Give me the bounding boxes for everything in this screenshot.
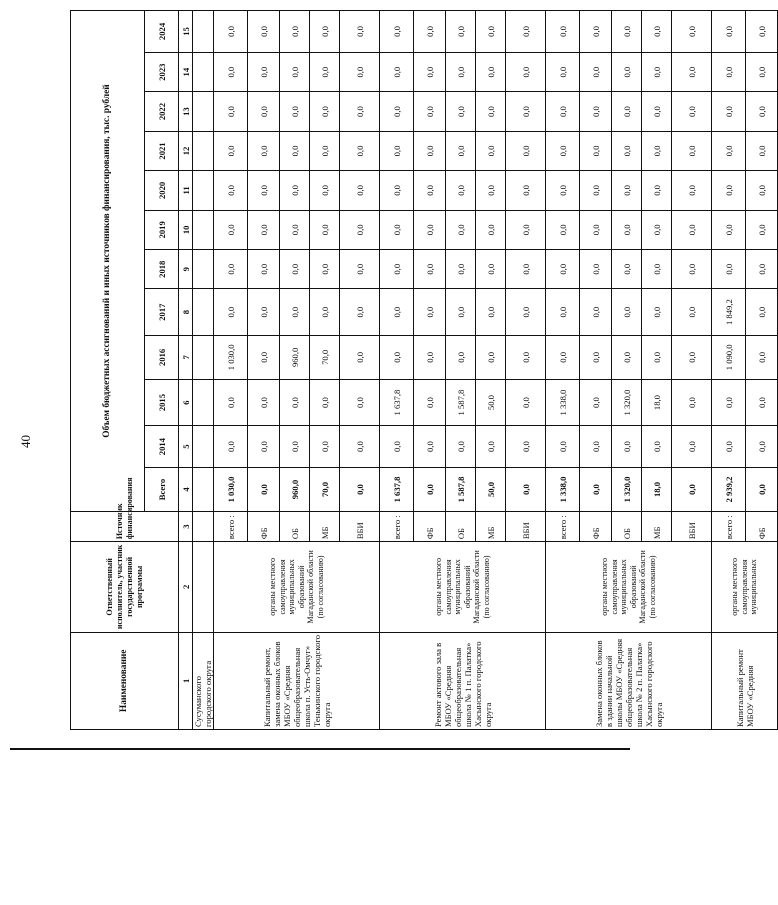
year-value: 0,0 <box>546 210 580 249</box>
table-row <box>712 11 746 730</box>
year-value: 0,0 <box>612 131 642 170</box>
year-value: 0,0 <box>746 210 778 249</box>
year-value: 0,0 <box>746 92 778 131</box>
funding-source: ОБ <box>612 512 642 542</box>
year-value: 0,0 <box>280 426 310 468</box>
year-value: 0,0 <box>214 250 248 289</box>
year-value: 0,0 <box>580 426 612 468</box>
year-value: 0,0 <box>340 250 380 289</box>
year-value: 0,0 <box>746 335 778 379</box>
year-value: 0,0 <box>310 92 340 131</box>
col-header-source: Источник финансирования <box>71 512 179 542</box>
year-value: 0,0 <box>248 335 280 379</box>
year-value: 0,0 <box>280 210 310 249</box>
col-header-total: Всего <box>145 467 179 511</box>
year-value: 0,0 <box>310 250 340 289</box>
year-value: 0,0 <box>506 11 546 53</box>
year-value: 0,0 <box>446 335 476 379</box>
total-value: 0,0 <box>340 467 380 511</box>
year-value: 0,0 <box>214 426 248 468</box>
col-number: 8 <box>179 289 193 335</box>
total-value: 1 338,0 <box>546 467 580 511</box>
col-header-name: Наименование <box>71 632 179 729</box>
year-value: 0,0 <box>642 335 672 379</box>
responsible-executor: органы местного самоуправления муниципальных образований Магаданской области (по согласованию) <box>546 542 712 632</box>
rotated-table-container <box>70 10 767 730</box>
year-value: 0,0 <box>414 210 446 249</box>
total-value: 0,0 <box>506 467 546 511</box>
year-value: 18,0 <box>642 379 672 425</box>
year-value: 0,0 <box>642 131 672 170</box>
year-value: 0,0 <box>214 210 248 249</box>
total-value: 960,0 <box>280 467 310 511</box>
year-value: 0,0 <box>446 11 476 53</box>
year-value: 0,0 <box>546 335 580 379</box>
year-value: 0,0 <box>712 426 746 468</box>
table-row <box>214 11 248 730</box>
year-value: 0,0 <box>506 210 546 249</box>
year-value: 1 849,2 <box>712 289 746 335</box>
total-value: 0,0 <box>248 467 280 511</box>
year-value: 0,0 <box>672 250 712 289</box>
year-value: 0,0 <box>280 52 310 91</box>
year-value: 0,0 <box>612 210 642 249</box>
year-value: 0,0 <box>642 250 672 289</box>
col-number: 3 <box>179 512 193 542</box>
year-value: 0,0 <box>672 11 712 53</box>
year-value: 0,0 <box>642 11 672 53</box>
year-value: 0,0 <box>642 171 672 210</box>
year-value: 0,0 <box>506 379 546 425</box>
year-value: 0,0 <box>672 171 712 210</box>
year-value: 0,0 <box>476 92 506 131</box>
year-value: 1 587,8 <box>446 379 476 425</box>
year-value: 0,0 <box>712 52 746 91</box>
responsible-executor: органы местного самоуправления муниципальных образований Магаданской области (по согласованию) <box>380 542 546 632</box>
year-value: 0,0 <box>712 11 746 53</box>
year-value: 0,0 <box>446 131 476 170</box>
col-number: 12 <box>179 131 193 170</box>
year-value: 0,0 <box>642 52 672 91</box>
year-value: 0,0 <box>642 92 672 131</box>
year-value: 0,0 <box>414 171 446 210</box>
responsible-executor: органы местного самоуправления муниципальных образований Магаданской области (по согласованию) <box>214 542 380 632</box>
table-row <box>546 11 580 730</box>
year-value: 0,0 <box>280 171 310 210</box>
total-value: 70,0 <box>310 467 340 511</box>
col-number: 14 <box>179 52 193 91</box>
year-value: 0,0 <box>248 11 280 53</box>
funding-source: МБ <box>476 512 506 542</box>
col-number: 1 <box>179 632 193 729</box>
year-value: 0,0 <box>380 250 414 289</box>
funding-source: всего : <box>712 512 746 542</box>
col-header-year: 2016 <box>145 335 179 379</box>
total-value: 2 939,2 <box>712 467 746 511</box>
year-value: 0,0 <box>642 426 672 468</box>
year-value: 0,0 <box>214 131 248 170</box>
year-value: 0,0 <box>340 379 380 425</box>
year-value: 0,0 <box>340 92 380 131</box>
year-value: 0,0 <box>414 426 446 468</box>
year-value: 0,0 <box>612 250 642 289</box>
year-value: 0,0 <box>546 52 580 91</box>
year-value: 0,0 <box>612 92 642 131</box>
year-value: 0,0 <box>746 171 778 210</box>
col-header-responsible: Ответственный исполнитель, участник государственной программы <box>71 542 179 632</box>
col-number: 7 <box>179 335 193 379</box>
col-header-year: 2019 <box>145 210 179 249</box>
col-header-year: 2021 <box>145 131 179 170</box>
year-value: 0,0 <box>546 426 580 468</box>
table-row <box>380 11 414 730</box>
year-value: 0,0 <box>642 210 672 249</box>
funding-source: ФБ <box>580 512 612 542</box>
funding-source: всего : <box>214 512 248 542</box>
year-value: 0,0 <box>446 250 476 289</box>
year-value: 0,0 <box>340 52 380 91</box>
year-value: 0,0 <box>476 52 506 91</box>
year-value: 0,0 <box>476 210 506 249</box>
total-value: 0,0 <box>672 467 712 511</box>
year-value: 0,0 <box>712 131 746 170</box>
year-value: 0,0 <box>712 171 746 210</box>
year-value: 0,0 <box>248 250 280 289</box>
financing-table <box>70 10 778 730</box>
total-value: 0,0 <box>746 467 778 511</box>
year-value: 0,0 <box>580 52 612 91</box>
year-value: 0,0 <box>712 250 746 289</box>
year-value: 0,0 <box>506 250 546 289</box>
year-value: 1 320,0 <box>612 379 642 425</box>
total-value: 0,0 <box>580 467 612 511</box>
year-value: 0,0 <box>310 11 340 53</box>
col-header-year: 2014 <box>145 426 179 468</box>
funding-source: МБ <box>310 512 340 542</box>
responsible-executor: органы местного самоуправления муниципальных <box>712 542 778 632</box>
top-fragment: Сусуманского городского округа <box>193 632 214 729</box>
year-value: 0,0 <box>476 250 506 289</box>
year-value: 0,0 <box>310 426 340 468</box>
year-value: 0,0 <box>214 289 248 335</box>
year-value: 1 637,8 <box>380 379 414 425</box>
year-value: 0,0 <box>546 171 580 210</box>
year-value: 0,0 <box>414 250 446 289</box>
col-header-volume: Объем бюджетных ассигнований и иных источников финансирования, тыс. рублей <box>71 11 145 512</box>
year-value: 0,0 <box>506 92 546 131</box>
year-value: 0,0 <box>546 250 580 289</box>
year-value: 0,0 <box>380 289 414 335</box>
year-value: 0,0 <box>506 289 546 335</box>
year-value: 0,0 <box>340 426 380 468</box>
year-value: 0,0 <box>506 171 546 210</box>
col-number: 2 <box>179 542 193 632</box>
total-value: 1 030,0 <box>214 467 248 511</box>
year-value: 0,0 <box>248 52 280 91</box>
year-value: 0,0 <box>248 289 280 335</box>
year-value: 0,0 <box>340 289 380 335</box>
year-value: 1 338,0 <box>546 379 580 425</box>
year-value: 0,0 <box>612 289 642 335</box>
funding-source: ФБ <box>746 512 778 542</box>
year-value: 0,0 <box>380 11 414 53</box>
year-value: 0,0 <box>672 379 712 425</box>
year-value: 0,0 <box>476 11 506 53</box>
year-value: 0,0 <box>672 210 712 249</box>
col-header-year: 2015 <box>145 379 179 425</box>
year-value: 0,0 <box>310 171 340 210</box>
year-value: 0,0 <box>580 171 612 210</box>
year-value: 0,0 <box>446 210 476 249</box>
year-value: 0,0 <box>712 210 746 249</box>
page-number: 40 <box>18 435 33 448</box>
year-value: 0,0 <box>580 210 612 249</box>
year-value: 0,0 <box>612 335 642 379</box>
year-value: 0,0 <box>746 131 778 170</box>
col-number: 10 <box>179 210 193 249</box>
funding-source: ВБИ <box>672 512 712 542</box>
year-value: 0,0 <box>414 289 446 335</box>
year-value: 0,0 <box>446 52 476 91</box>
year-value: 0,0 <box>310 289 340 335</box>
year-value: 0,0 <box>476 426 506 468</box>
year-value: 0,0 <box>506 131 546 170</box>
year-value: 0,0 <box>506 426 546 468</box>
year-value: 0,0 <box>340 131 380 170</box>
year-value: 0,0 <box>612 52 642 91</box>
year-value: 0,0 <box>546 11 580 53</box>
year-value: 0,0 <box>476 335 506 379</box>
year-value: 0,0 <box>280 131 310 170</box>
year-value: 0,0 <box>380 171 414 210</box>
year-value: 0,0 <box>746 250 778 289</box>
year-value: 0,0 <box>746 289 778 335</box>
year-value: 0,0 <box>446 426 476 468</box>
year-value: 0,0 <box>310 52 340 91</box>
year-value: 0,0 <box>612 171 642 210</box>
year-value: 0,0 <box>248 92 280 131</box>
year-value: 0,0 <box>248 131 280 170</box>
year-value: 0,0 <box>214 11 248 53</box>
year-value: 70,0 <box>310 335 340 379</box>
year-value: 0,0 <box>280 92 310 131</box>
year-value: 0,0 <box>546 289 580 335</box>
year-value: 0,0 <box>672 52 712 91</box>
year-value: 0,0 <box>476 289 506 335</box>
col-number: 11 <box>179 171 193 210</box>
year-value: 0,0 <box>248 426 280 468</box>
year-value: 0,0 <box>340 11 380 53</box>
col-header-year: 2017 <box>145 289 179 335</box>
funding-source: всего : <box>546 512 580 542</box>
total-value: 50,0 <box>476 467 506 511</box>
year-value: 0,0 <box>672 426 712 468</box>
horizontal-rule <box>10 748 630 750</box>
year-value: 0,0 <box>476 171 506 210</box>
year-value: 0,0 <box>712 379 746 425</box>
total-value: 1 320,0 <box>612 467 642 511</box>
year-value: 0,0 <box>380 52 414 91</box>
year-value: 0,0 <box>248 379 280 425</box>
year-value: 0,0 <box>414 379 446 425</box>
year-value: 0,0 <box>446 171 476 210</box>
year-value: 0,0 <box>672 335 712 379</box>
year-value: 0,0 <box>546 92 580 131</box>
year-value: 0,0 <box>612 426 642 468</box>
total-value: 18,0 <box>642 467 672 511</box>
year-value: 0,0 <box>414 335 446 379</box>
year-value: 0,0 <box>580 289 612 335</box>
year-value: 0,0 <box>580 335 612 379</box>
year-value: 0,0 <box>280 250 310 289</box>
col-header-year: 2023 <box>145 52 179 91</box>
year-value: 0,0 <box>248 171 280 210</box>
year-value: 0,0 <box>414 52 446 91</box>
year-value: 0,0 <box>672 289 712 335</box>
year-value: 0,0 <box>310 379 340 425</box>
funding-source: всего : <box>380 512 414 542</box>
col-number: 13 <box>179 92 193 131</box>
year-value: 0,0 <box>248 210 280 249</box>
col-header-year: 2020 <box>145 171 179 210</box>
year-value: 0,0 <box>310 131 340 170</box>
year-value: 0,0 <box>506 52 546 91</box>
col-number: 15 <box>179 11 193 53</box>
funding-source: ВБИ <box>340 512 380 542</box>
funding-source: ОБ <box>280 512 310 542</box>
funding-source: ВБИ <box>506 512 546 542</box>
measure-name: Капитальный ремонт МБОУ «Средняя <box>712 632 778 729</box>
year-value: 0,0 <box>214 92 248 131</box>
year-value: 0,0 <box>414 11 446 53</box>
year-value: 1 030,0 <box>214 335 248 379</box>
col-number: 6 <box>179 379 193 425</box>
col-number: 4 <box>179 467 193 511</box>
year-value: 0,0 <box>446 92 476 131</box>
year-value: 0,0 <box>280 289 310 335</box>
year-value: 0,0 <box>642 289 672 335</box>
total-value: 1 587,8 <box>446 467 476 511</box>
year-value: 0,0 <box>340 335 380 379</box>
year-value: 0,0 <box>310 210 340 249</box>
year-value: 0,0 <box>214 171 248 210</box>
col-number: 9 <box>179 250 193 289</box>
year-value: 960,0 <box>280 335 310 379</box>
year-value: 0,0 <box>340 210 380 249</box>
col-header-year: 2018 <box>145 250 179 289</box>
measure-name: Замена оконных блоков в здании начальной школы МБОУ «Средняя общеобразовательная школа № 2 п. Палатка» Хасынского городского округа <box>546 632 712 729</box>
year-value: 0,0 <box>414 131 446 170</box>
year-value: 0,0 <box>712 92 746 131</box>
year-value: 0,0 <box>580 250 612 289</box>
year-value: 0,0 <box>746 11 778 53</box>
year-value: 0,0 <box>580 379 612 425</box>
year-value: 0,0 <box>476 131 506 170</box>
year-value: 0,0 <box>746 426 778 468</box>
year-value: 0,0 <box>280 379 310 425</box>
year-value: 50,0 <box>476 379 506 425</box>
col-number: 5 <box>179 426 193 468</box>
total-value: 1 637,8 <box>380 467 414 511</box>
year-value: 0,0 <box>612 11 642 53</box>
year-value: 0,0 <box>380 92 414 131</box>
col-header-year: 2022 <box>145 92 179 131</box>
measure-name: Ремонт актового зала в МБОУ «Средняя общеобразовательная школа № 1 п. Палатка» Хасынского городского округа <box>380 632 546 729</box>
year-value: 0,0 <box>506 335 546 379</box>
funding-source: МБ <box>642 512 672 542</box>
year-value: 0,0 <box>746 52 778 91</box>
measure-name: Капитальный ремонт, замена оконных блоков МБОУ «Средняя общеобразовательная школа п. Усть-Омчуг» Тенькинского городского округа <box>214 632 380 729</box>
year-value: 0,0 <box>746 379 778 425</box>
year-value: 0,0 <box>380 131 414 170</box>
year-value: 1 090,0 <box>712 335 746 379</box>
year-value: 0,0 <box>672 92 712 131</box>
year-value: 0,0 <box>380 210 414 249</box>
year-value: 0,0 <box>580 11 612 53</box>
total-value: 0,0 <box>414 467 446 511</box>
year-value: 0,0 <box>580 131 612 170</box>
year-value: 0,0 <box>580 92 612 131</box>
year-value: 0,0 <box>546 131 580 170</box>
year-value: 0,0 <box>672 131 712 170</box>
year-value: 0,0 <box>446 289 476 335</box>
year-value: 0,0 <box>214 379 248 425</box>
year-value: 0,0 <box>280 11 310 53</box>
funding-source: ФБ <box>248 512 280 542</box>
year-value: 0,0 <box>214 52 248 91</box>
col-header-year: 2024 <box>145 11 179 53</box>
year-value: 0,0 <box>340 171 380 210</box>
year-value: 0,0 <box>380 426 414 468</box>
year-value: 0,0 <box>414 92 446 131</box>
year-value: 0,0 <box>380 335 414 379</box>
funding-source: ОБ <box>446 512 476 542</box>
funding-source: ФБ <box>414 512 446 542</box>
